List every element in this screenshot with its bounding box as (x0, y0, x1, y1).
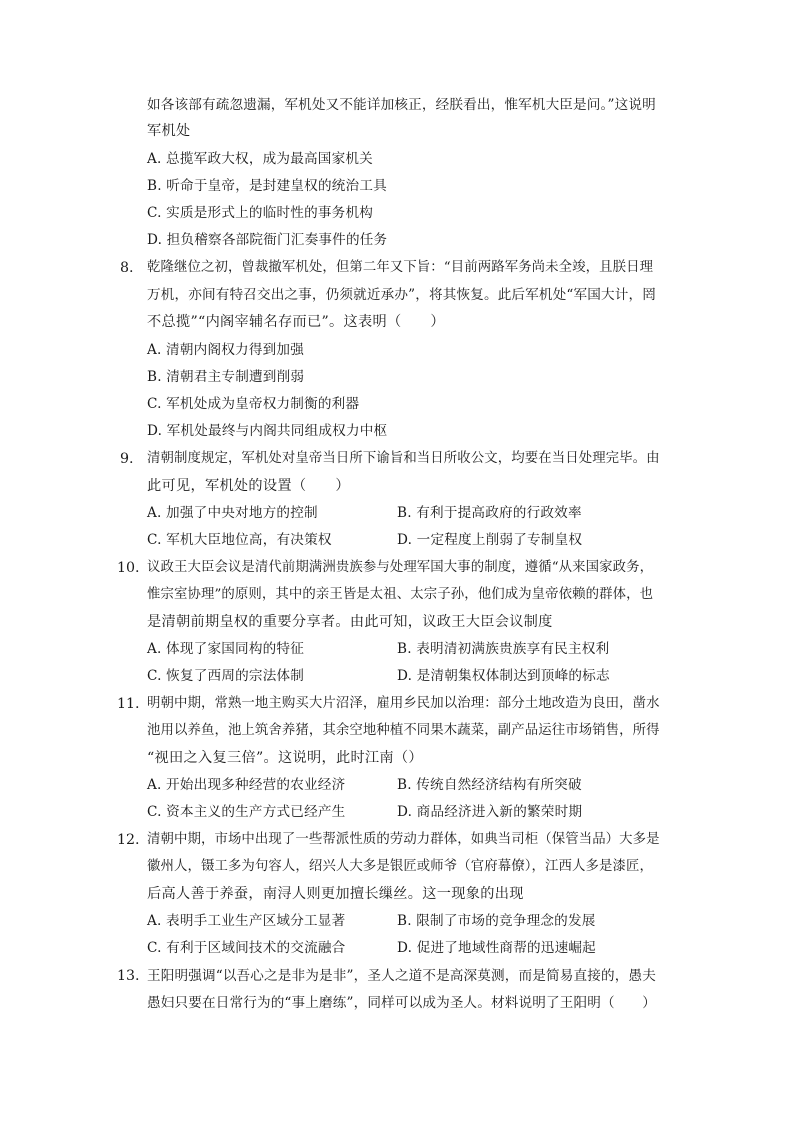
q10-option-b: B. 表明清初满族贵族享有民主权利 (397, 641, 610, 657)
q11-option-c: C. 资本主义的生产方式已经产生 (147, 804, 346, 820)
q9-option-d: D. 一定程度上削弱了专制皇权 (397, 532, 583, 548)
q11-option-d: D. 商品经济进入新的繁荣时期 (397, 804, 583, 820)
q10-option-c: C. 恢复了西周的宗法体制 (147, 668, 305, 684)
q11-stem-line-3: “视田之入复三倍”。这说明，此时江南（） (147, 750, 423, 766)
q7-stem-line-1: 如各该部有疏忽遗漏，军机处又不能详加核正，经朕看出，惟军机大臣是问。”这说明 (147, 97, 656, 113)
q12-stem-line-1: 清朝中期，市场中出现了一些帮派性质的劳动力群体，如典当司柜（保管当品）大多是 (147, 832, 660, 847)
q11-option-a: A. 开始出现多种经营的农业经济 (147, 777, 346, 793)
q10-number: 10. (117, 560, 140, 576)
q9-option-b: B. 有利于提高政府的行政效率 (397, 505, 582, 521)
q11-number: 11. (117, 696, 140, 712)
q7-option-d: D. 担负稽察各部院衙门汇奏事件的任务 (147, 232, 388, 248)
q7-stem-line-2: 军机处 (147, 123, 191, 139)
q13-stem-line-1: 王阳明强调“以吾心之是非为是非”，圣人之道不是高深莫测，而是简易直接的，愚夫 (147, 968, 656, 984)
q9-stem-line-2: 此可见，军机处的设置（ ） (147, 478, 350, 494)
q8-stem-line-2: 万机，亦间有特召交出之事，仍须就近承办”，将其恢复。此后军机处“军国大计，罔 (147, 287, 656, 303)
q12-option-a: A. 表明手工业生产区域分工显著 (147, 913, 346, 929)
q8-number: 8. (120, 260, 134, 276)
q10-stem-line-1: 议政王大臣会议是清代前期满洲贵族参与处理军国大事的制度，遵循“从来国家政务， (147, 560, 654, 575)
q11-stem-line-1: 明朝中期，常熟一地主购买大片沼泽，雇用乡民加以治理：部分土地改造为良田，凿水 (147, 696, 660, 711)
q8-option-a: A. 清朝内阁权力得到加强 (147, 342, 304, 358)
q9-option-c: C. 军机大臣地位高，有决策权 (147, 532, 332, 548)
q10-stem-line-3: 是清朝前期皇权的重要分享者。由此可知，议政王大臣会议制度 (147, 614, 553, 630)
q7-option-a: A. 总揽军政大权，成为最高国家机关 (147, 151, 373, 167)
q9-option-a: A. 加强了中央对地方的控制 (147, 505, 318, 521)
q12-option-d: D. 促进了地域性商帮的迅速崛起 (397, 940, 596, 956)
q7-option-b: B. 听命于皇帝，是封建皇权的统治工具 (147, 178, 387, 194)
q10-stem-line-2: 惟宗室协理”的原则，其中的亲王皆是太祖、太宗子孙，他们成为皇帝依赖的群体，也 (147, 587, 654, 602)
q7-option-c: C. 实质是形式上的临时性的事务机构 (147, 205, 374, 221)
q8-option-d: D. 军机处最终与内阁共同组成权力中枢 (147, 423, 388, 439)
q12-option-c: C. 有利于区域间技术的交流融合 (147, 940, 346, 956)
q13-stem-line-2: 愚妇只要在日常行为的“事上磨练”，同样可以成为圣人。材料说明了王阳明（ ） (147, 995, 656, 1011)
q12-stem-line-3: 后高人善于养蚕，南浔人则更加擅长缫丝。这一现象的出现 (147, 886, 524, 902)
q12-number: 12. (117, 832, 140, 848)
q8-stem-line-3: 不总揽”“内阁宰辅名存而已”。这表明（ ） (147, 314, 445, 330)
q10-option-a: A. 体现了家国同构的特征 (147, 641, 304, 657)
q9-number: 9. (120, 451, 134, 467)
q10-option-d: D. 是清朝集权体制达到顶峰的标志 (397, 668, 610, 684)
q12-stem-line-2: 徽州人，镊工多为句容人，绍兴人大多是银匠或师爷（官府幕僚），江西人多是漆匠， (147, 859, 653, 874)
q8-option-c: C. 军机处成为皇帝权力制衡的利器 (147, 396, 360, 412)
q13-number: 13. (117, 968, 140, 984)
q9-stem-line-1: 清朝制度规定，军机处对皇帝当日所下谕旨和当日所收公文，均要在当日处理完毕。由 (147, 451, 660, 466)
q8-option-b: B. 清朝君主专制遭到削弱 (147, 369, 305, 385)
q11-stem-line-2: 池用以养鱼，池上筑舍养猪，其余空地种植不同果木蔬菜，副产品运往市场销售，所得 (147, 723, 660, 738)
q11-option-b: B. 传统自然经济结构有所突破 (397, 777, 582, 793)
q12-option-b: B. 限制了市场的竞争理念的发展 (397, 913, 596, 929)
q8-stem-line-1: 乾隆继位之初，曾裁撤军机处，但第二年又下旨：“目前两路军务尚未全竣，且朕日理 (147, 260, 654, 275)
